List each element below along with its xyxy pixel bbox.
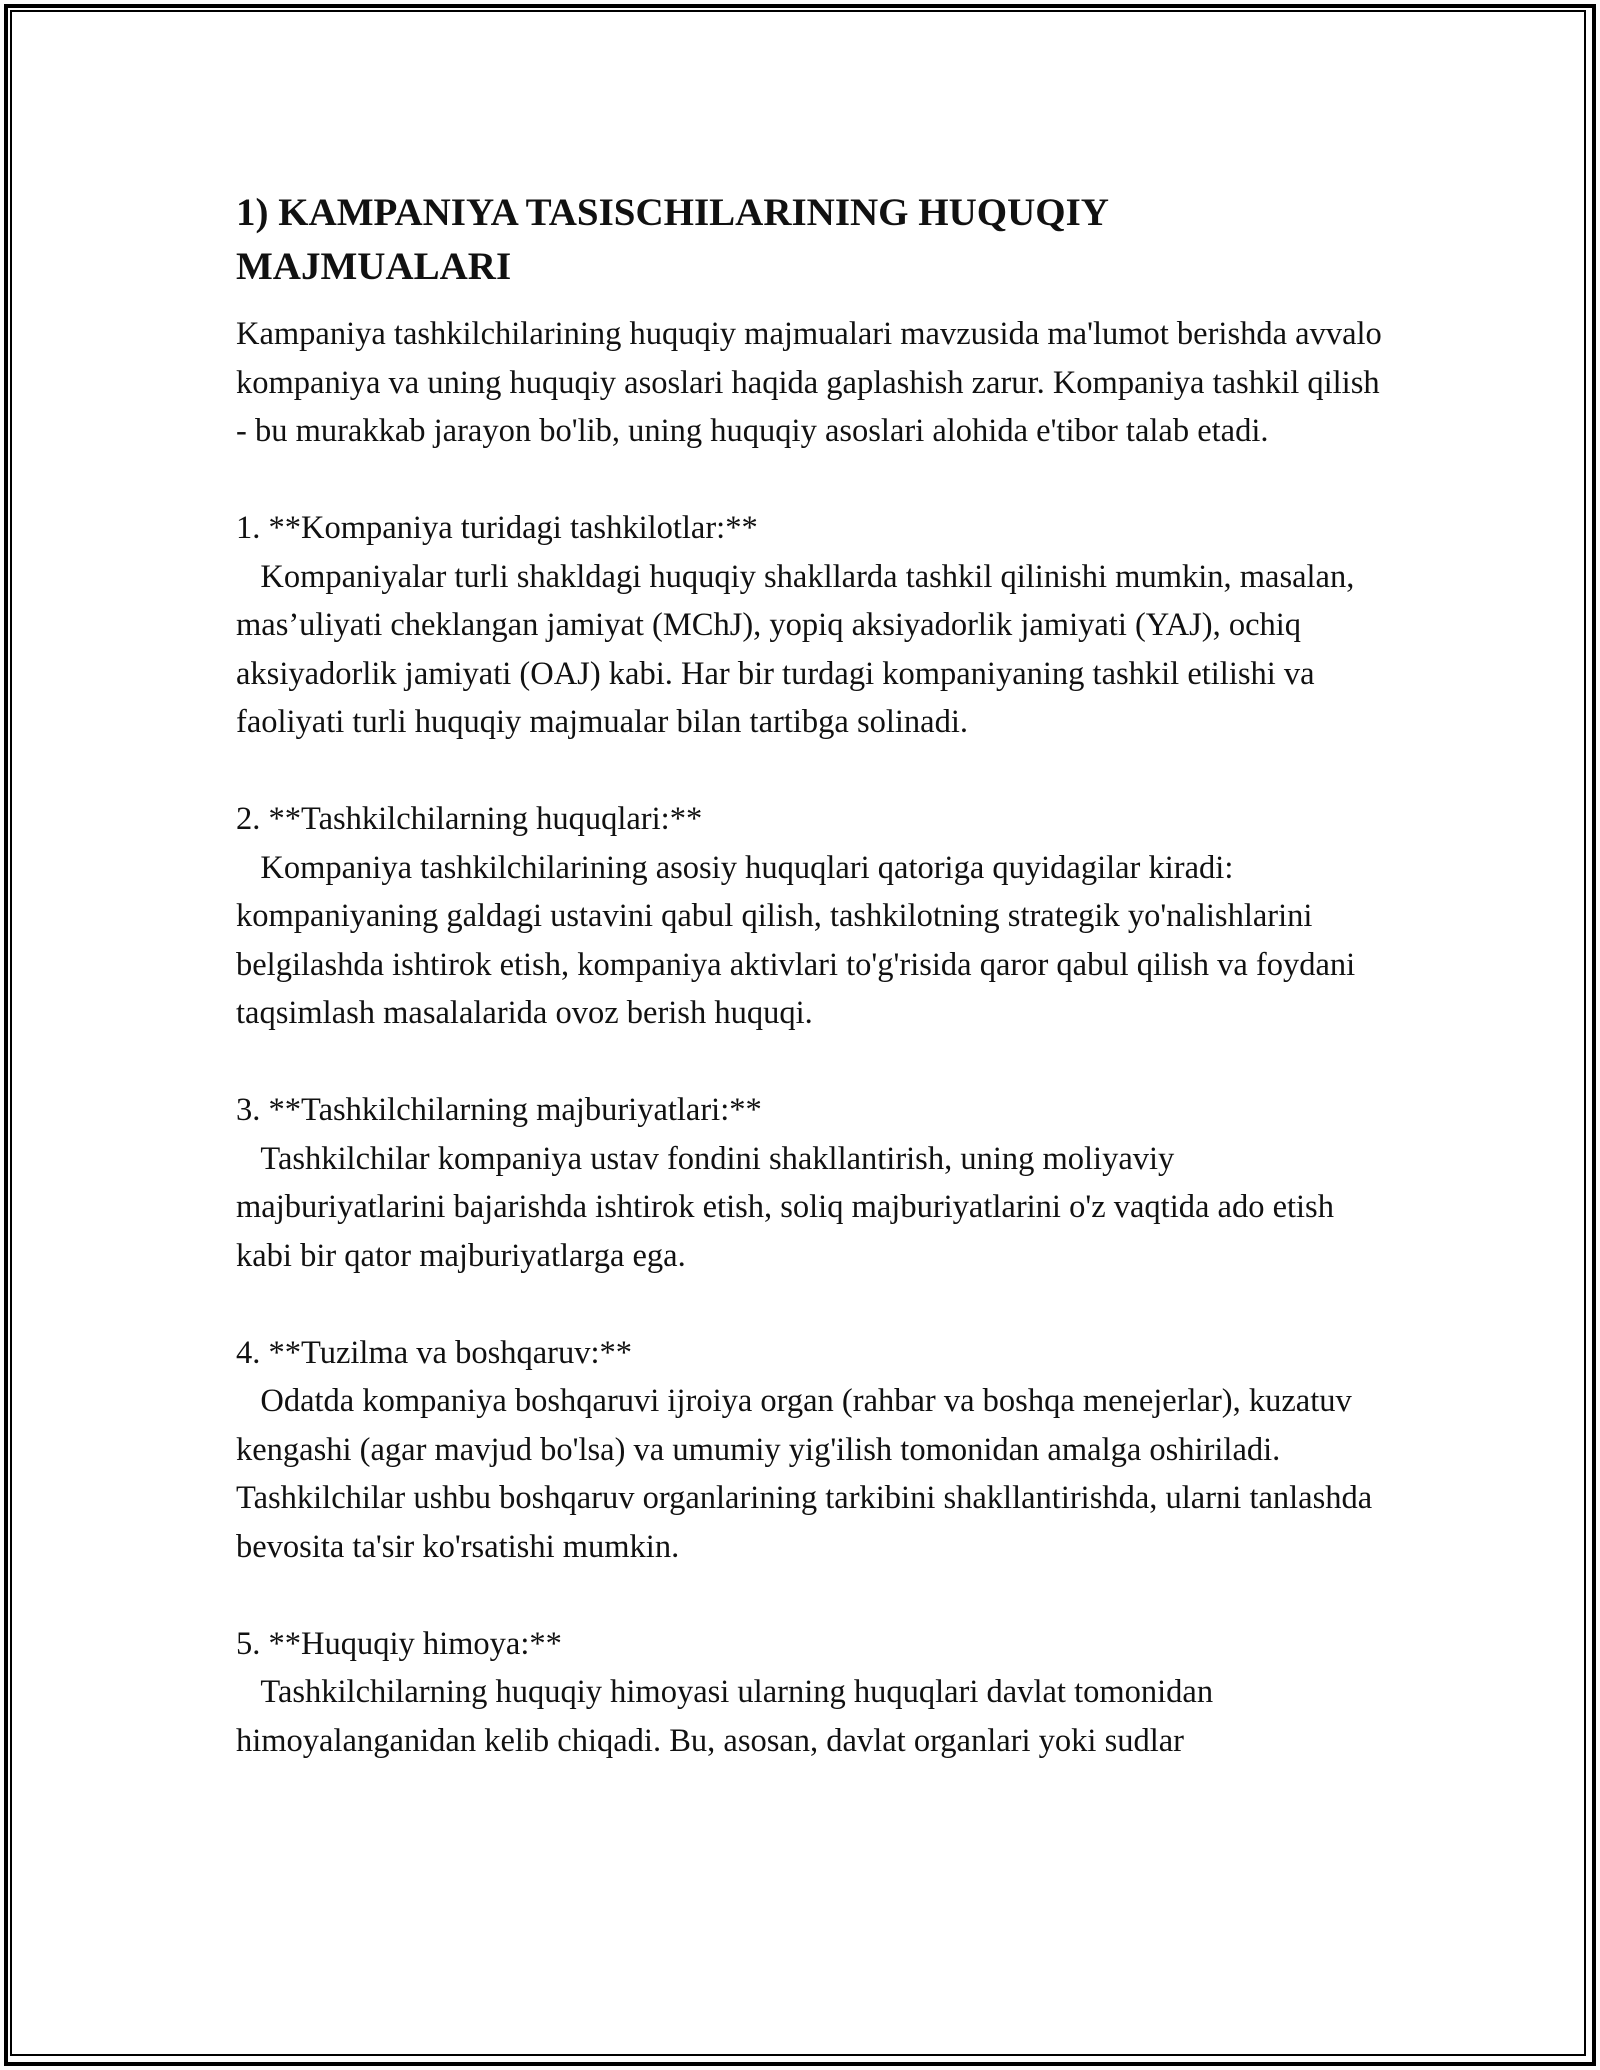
list-item — [236, 1620, 1386, 1766]
list-item — [236, 1086, 1386, 1280]
document-title: 1) KAMPANIYA TASISCHILARINING HUQUQIY MAJMUALARI — [236, 191, 1108, 288]
item-heading: 3. **Tashkilchilarning majburiyatlari:** — [236, 1092, 762, 1128]
document-body — [236, 186, 1386, 1765]
list-item — [236, 504, 1386, 747]
list-item — [236, 795, 1386, 1038]
intro-paragraph: Kampaniya tashkilchilarining huquqiy majmualari mavzusida ma'lumot berishda avvalo kompaniya va uning huquqiy asoslari haqida gaplashish zarur. Kompaniya tashkil qilish - bu murakkab jarayon bo'lib, uning huquqiy asoslari alohida e'tibor talab etadi. — [236, 316, 1382, 449]
item-heading: 1. **Kompaniya turidagi tashkilotlar:** — [236, 510, 758, 546]
item-body: Tashkilchilarning huquqiy himoyasi ularning huquqlari davlat tomonidan himoyalanganidan kelib chiqadi. Bu, asosan, davlat organlari yoki sudlar — [236, 1674, 1222, 1759]
list-item — [236, 1329, 1386, 1572]
item-heading: 2. **Tashkilchilarning huquqlari:** — [236, 801, 703, 837]
item-body: Kompaniya tashkilchilarining asosiy huquqlari qatoriga quyidagilar kiradi: kompaniyaning galdagi ustavini qabul qilish, tashkilotning strategik yo'nalishlarini belgilashda ishtirok etish, kompaniya aktivlari to'g'risida qaror qabul qilish va foydani taqsimlash masalalarida ovoz berish huquqi. — [236, 849, 1364, 1031]
item-heading: 4. **Tuzilma va boshqaruv:** — [236, 1334, 632, 1371]
item-body: Odatda kompaniya boshqaruvi ijroiya organ (rahbar va boshqa menejerlar), kuzatuv kengashi (agar mavjud bo'lsa) va umumiy yig'ilish tomonidan amalga oshiriladi. Tashkilchilar ushbu boshqaruv organlarining tarkibini shakllantirishda, ularni tanlashda bevosita ta'sir ko'rsatishi mumkin. — [236, 1383, 1381, 1565]
item-heading: 5. **Huquqiy himoya:** — [236, 1625, 562, 1662]
item-body: Kompaniyalar turli shakldagi huquqiy shakllarda tashkil qilinishi mumkin, masalan, mas’uliyati cheklangan jamiyat (MChJ), yopiq aksiyadorlik jamiyati (YAJ), ochiq aksiyadorlik jamiyati (OAJ) kabi. Har bir turdagi kompaniyaning tashkil etilishi va faoliyati turli huquqiy majmualar bilan tartibga solinadi. — [236, 558, 1363, 740]
item-body: Tashkilchilar kompaniya ustav fondini shakllantirish, uning moliyaviy majburiyatlarini bajarishda ishtirok etish, soliq majburiyatlarini o'z vaqtida ado etish kabi bir qator majburiyatlarga ega. — [236, 1140, 1343, 1274]
